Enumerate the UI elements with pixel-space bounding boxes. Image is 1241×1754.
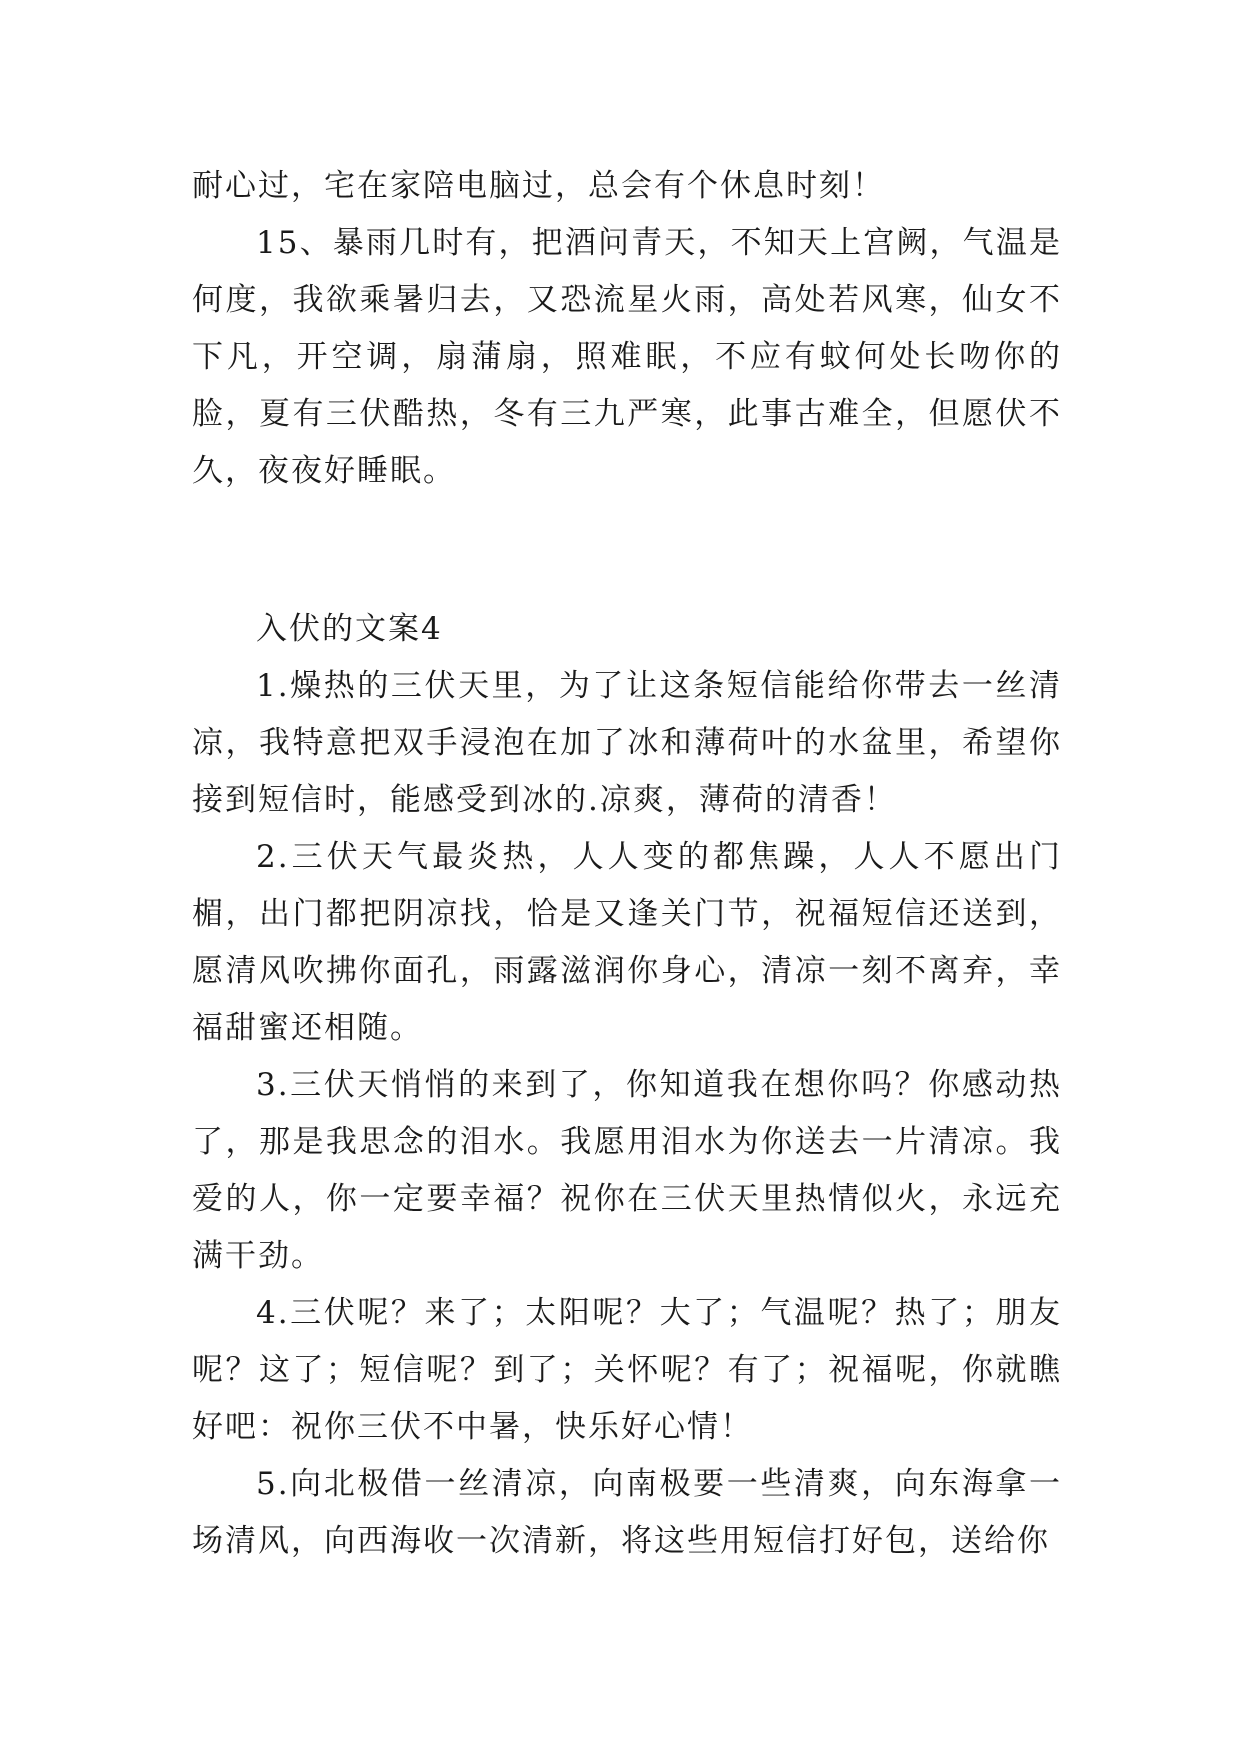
- paragraph-continuation: 耐心过，宅在家陪电脑过，总会有个休息时刻！: [192, 168, 885, 204]
- paragraph-item-1: 1.燥热的三伏天里，为了让这条短信能给你带去一丝清凉，我特意把双手浸泡在加了冰和薄荷叶的水盆里，希望你接到短信时，能感受到冰的.凉爽，薄荷的清香！: [192, 668, 1062, 818]
- paragraph-item-15: 15、暴雨几时有，把酒问青天，不知天上宫阙，气温是何度，我欲乘暑归去，又恐流星火雨，高处若风寒，仙女不下凡，开空调，扇蒲扇，照难眠，不应有蚊何处长吻你的脸，夏有三伏酷热，冬有三九严寒，此事古难全，但愿伏不久，夜夜好睡眠。: [192, 225, 1062, 489]
- paragraph-item-3: 3.三伏天悄悄的来到了，你知道我在想你吗？你感动热了，那是我思念的泪水。我愿用泪水为你送去一片清凉。我爱的人，你一定要幸福？祝你在三伏天里热情似火，永远充满干劲。: [192, 1067, 1062, 1274]
- document-page: [192, 158, 1062, 1570]
- section-heading: 入伏的文案4: [256, 611, 443, 647]
- paragraph-item-2: 2.三伏天气最炎热，人人变的都焦躁，人人不愿出门楣，出门都把阴凉找，恰是又逢关门节，祝福短信还送到，愿清风吹拂你面孔，雨露滋润你身心，清凉一刻不离弃，幸福甜蜜还相随。: [192, 839, 1062, 1046]
- section-gap: [192, 500, 1062, 601]
- paragraph-item-5: 5.向北极借一丝清凉，向南极要一些清爽，向东海拿一场清风，向西海收一次清新，将这些用短信打好包，送给你: [192, 1466, 1062, 1559]
- paragraph-item-4: 4.三伏呢？来了；太阳呢？大了；气温呢？热了；朋友呢？这了；短信呢？到了；关怀呢？有了；祝福呢，你就瞧好吧：祝你三伏不中暑，快乐好心情！: [192, 1295, 1062, 1445]
